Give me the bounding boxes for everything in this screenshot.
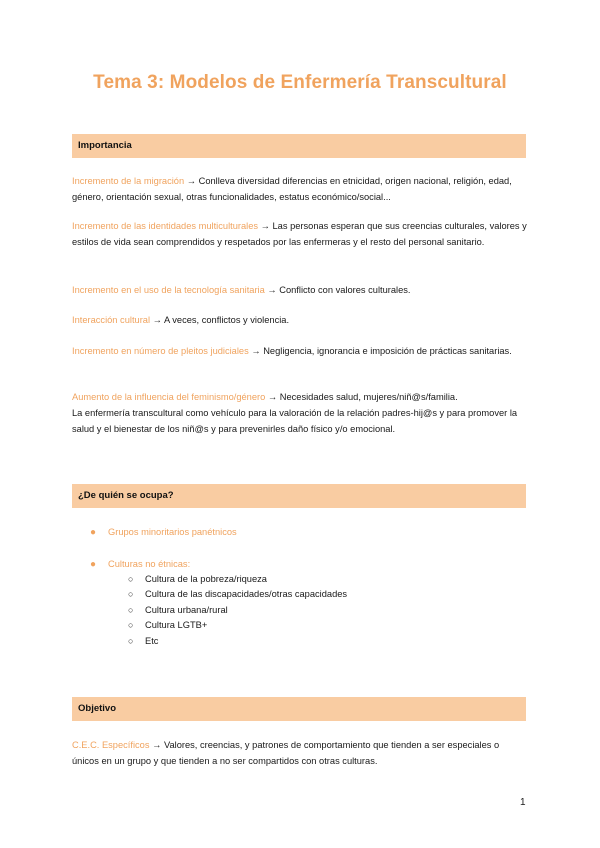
highlight-label: Incremento de la migración: [72, 176, 185, 186]
paragraph-text: Valores, creencias, y patrones de comportamiento que tienden a ser especiales o únicos en un grupo y que tienden a no ser compartidos con otras culturas.: [72, 740, 500, 766]
paragraph-extra: La enfermería transcultural como vehículo para la valoración de la relación padres-hij@s y para promover la salud y el bienestar de los niñ@s y para prevenirles daño físico y/o emocional.: [72, 408, 518, 434]
paragraph-text: Conflicto con valores culturales.: [279, 285, 411, 295]
circle-bullet-icon: ○: [128, 574, 134, 584]
section-header-objetivo: Objetivo: [72, 697, 526, 721]
arrow-icon: →: [248, 346, 264, 356]
bullet-item: [90, 525, 237, 540]
sub-bullet-item: [128, 634, 158, 648]
sub-bullet-item: [128, 572, 267, 586]
arrow-icon: →: [264, 285, 280, 295]
sub-bullet-item: [128, 603, 228, 617]
paragraph-pleitos: [72, 343, 528, 359]
section-header-importancia: Importancia: [72, 134, 526, 158]
paragraph-text: Necesidades salud, mujeres/niñ@s/familia.: [279, 392, 458, 402]
circle-bullet-icon: ○: [128, 589, 134, 599]
arrow-icon: →: [184, 176, 199, 186]
bullet-label: Culturas no étnicas:: [108, 559, 191, 569]
sub-bullet-item: [128, 587, 347, 601]
sub-bullet-item: [128, 618, 207, 632]
highlight-label: Incremento de las identidades multiculturales: [72, 221, 259, 231]
paragraph-text: Conlleva diversidad diferencias en etnicidad, origen nacional, religión, edad, género, orientación sexual, otras funcionalidades, estatus económico/social...: [72, 176, 512, 202]
arrow-icon: →: [150, 315, 164, 325]
bullet-icon: ●: [90, 559, 97, 570]
highlight-label: Incremento en número de pleitos judiciales: [72, 346, 249, 356]
highlight-label: Interacción cultural: [72, 315, 151, 325]
sub-bullet-label: Cultura de las discapacidades/otras capacidades: [145, 589, 348, 599]
page-title: Tema 3: Modelos de Enfermería Transcultural: [93, 72, 507, 93]
sub-bullet-label: Cultura LGTB+: [145, 620, 208, 630]
paragraph-identidades: [72, 218, 528, 250]
paragraph-text: A veces, conflictos y violencia.: [163, 315, 290, 325]
highlight-label: Aumento de la influencia del feminismo/género: [72, 392, 266, 402]
paragraph-migracion: [72, 173, 528, 205]
bullet-label: Grupos minoritarios panétnicos: [108, 527, 237, 537]
paragraph-interaccion: [72, 312, 528, 328]
paragraph-feminismo: [72, 389, 528, 437]
paragraph-objetivo: [72, 737, 528, 769]
paragraph-text: Negligencia, ignorancia e imposición de prácticas sanitarias.: [263, 346, 512, 356]
paragraph-tecnologia: [72, 282, 528, 298]
sub-bullet-label: Cultura de la pobreza/riqueza: [145, 574, 267, 584]
sub-bullet-label: Etc: [145, 636, 159, 646]
highlight-label: C.E.C. Específicos: [72, 740, 150, 750]
section-header-ocupa: ¿De quién se ocupa?: [72, 484, 526, 508]
arrow-icon: →: [258, 221, 273, 231]
highlight-label: Incremento en el uso de la tecnología sanitaria: [72, 285, 265, 295]
circle-bullet-icon: ○: [128, 620, 134, 630]
sub-bullet-label: Cultura urbana/rural: [145, 605, 228, 615]
bullet-icon: ●: [90, 527, 97, 538]
arrow-icon: →: [149, 740, 164, 750]
circle-bullet-icon: ○: [128, 605, 134, 615]
arrow-icon: →: [265, 392, 280, 402]
bullet-item: [90, 557, 190, 572]
paragraph-text: Las personas esperan que sus creencias culturales, valores y estilos de vida sean comprendidos y respetados por las enfermeras y el resto del personal sanitario.: [72, 221, 527, 247]
page-number: 1: [520, 797, 526, 808]
circle-bullet-icon: ○: [128, 636, 134, 646]
